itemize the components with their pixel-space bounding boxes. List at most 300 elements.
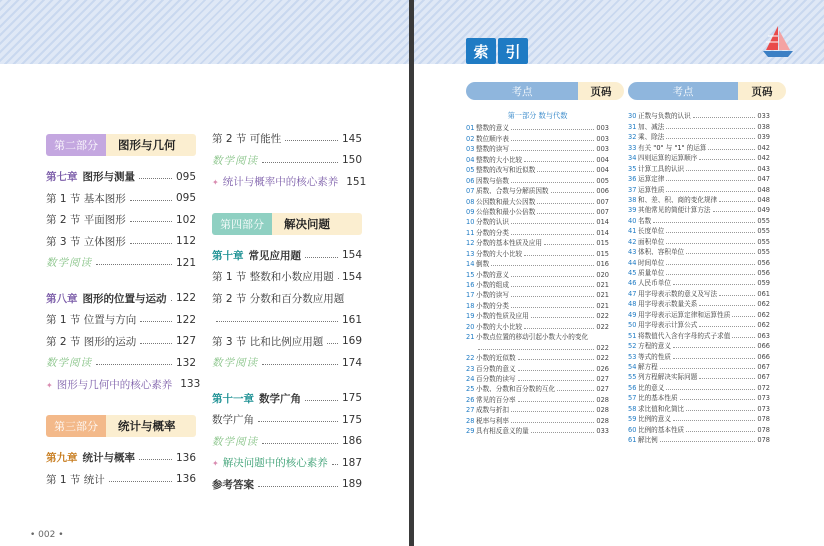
index-topic: 列方程解决实际问题	[638, 373, 698, 382]
index-topic: 运算性质	[638, 185, 665, 194]
index-number: 59	[628, 415, 637, 424]
index-number: 45	[628, 269, 637, 277]
index-number: 16	[466, 281, 475, 289]
toc-page: 161	[341, 313, 362, 326]
index-row	[466, 206, 609, 216]
toc-text: 图形与几何中的核心素养	[56, 378, 173, 391]
index-topic: 小数的意义	[476, 270, 509, 279]
index-number: 40	[628, 216, 637, 225]
index-row	[466, 143, 609, 153]
index-number: 56	[628, 383, 637, 392]
toc-text: 数学阅读	[212, 154, 258, 167]
index-number: 35	[628, 164, 637, 173]
index-page: 022	[596, 312, 609, 321]
index-page: 021	[596, 291, 609, 300]
index-page: 042	[757, 154, 770, 163]
index-number: 36	[628, 175, 637, 184]
leader-dots	[524, 328, 594, 329]
part-tag: 第四部分	[212, 213, 272, 235]
index-number: 31	[628, 122, 637, 131]
toc-label	[46, 355, 92, 370]
index-number: 17	[466, 291, 475, 300]
index-row	[466, 404, 609, 414]
index-topic: 比的基本性质	[638, 394, 678, 403]
index-page: 005	[596, 176, 609, 185]
index-topic: 其他常见的简便计算方法	[638, 206, 711, 215]
index-row	[466, 122, 609, 132]
toc-label	[212, 248, 301, 263]
part-tag: 第二部分	[46, 134, 106, 156]
index-number: 02	[466, 134, 475, 143]
toc-label	[212, 477, 254, 492]
leader-dots	[511, 223, 594, 224]
index-row	[628, 120, 770, 130]
toc-text: 数学阅读	[46, 357, 92, 370]
toc-text: 第 1 节 位置与方向	[46, 314, 137, 327]
index-page: 073	[757, 404, 770, 413]
chapter-number: 第九章	[46, 452, 78, 465]
spacer	[46, 274, 196, 288]
index-topic: 小数、分数和百分数的互化	[476, 385, 556, 394]
index-page: 066	[757, 352, 770, 361]
leader-dots	[130, 243, 172, 244]
leader-dots	[699, 305, 755, 306]
index-row	[628, 110, 770, 120]
index-row	[628, 256, 770, 266]
index-topic: 乘、除法	[638, 133, 665, 142]
leader-dots	[511, 411, 594, 412]
index-page: 047	[757, 175, 770, 184]
index-topic: 人民币单位	[638, 279, 671, 288]
toc-page: 136	[175, 451, 196, 464]
toc-row	[46, 374, 201, 396]
index-page: 026	[596, 364, 609, 373]
header-pattern	[0, 0, 409, 64]
leader-dots	[262, 364, 338, 365]
index-page: 078	[757, 436, 770, 444]
leader-dots	[557, 390, 594, 391]
index-page: 007	[596, 197, 609, 206]
toc-page: 127	[175, 335, 196, 348]
index-number: 41	[628, 227, 637, 236]
index-page: 059	[757, 279, 770, 288]
index-topic: 用字母表示数量关系	[638, 300, 698, 309]
index-number: 12	[466, 239, 475, 248]
toc-text: 解决问题中的核心素养	[222, 457, 328, 470]
index-number: 48	[628, 300, 637, 309]
index-row	[628, 194, 770, 204]
leader-dots	[653, 222, 755, 223]
header-yema: 页码	[578, 82, 624, 100]
leader-dots	[673, 420, 755, 421]
index-row	[628, 392, 770, 402]
index-row	[466, 299, 609, 309]
section-title: 第一部分 数与代数	[507, 111, 568, 120]
toc-page: 122	[175, 292, 196, 305]
leader-dots	[171, 300, 172, 301]
index-row	[628, 183, 770, 193]
index-number: 46	[628, 279, 637, 288]
toc-label	[46, 169, 135, 184]
toc-label	[212, 355, 258, 370]
leader-dots	[686, 253, 755, 254]
index-topic: 整数的大小比较	[476, 155, 523, 164]
index-topic: 倒数	[476, 260, 490, 269]
index-number: 22	[466, 354, 475, 363]
leader-dots	[686, 431, 755, 432]
index-page: 062	[757, 310, 770, 319]
index-topic: 整数的意义	[476, 124, 509, 133]
leader-dots	[130, 200, 172, 201]
index-topic: 将数值代入含有字母的式子求值	[638, 331, 731, 340]
toc-page: 187	[341, 456, 362, 469]
leader-dots	[511, 276, 594, 277]
chapter-number: 第十一章	[212, 392, 254, 405]
index-row	[466, 393, 609, 403]
toc-row	[46, 331, 196, 353]
index-page: 022	[596, 343, 609, 352]
leader-dots	[699, 326, 755, 327]
index-row	[628, 225, 770, 235]
leader-dots	[511, 286, 594, 287]
index-row	[628, 423, 770, 433]
header-yema-2: 页码	[738, 82, 786, 100]
toc-text: 第 2 节 分数和百分数应用题	[212, 292, 345, 305]
toc-page: 150	[341, 154, 362, 167]
leader-dots	[139, 178, 172, 179]
leader-dots	[732, 316, 755, 317]
index-row	[628, 287, 770, 297]
index-topic: 税率与利率	[476, 416, 509, 425]
index-page: 048	[757, 195, 770, 204]
toc-text: 数学广角	[259, 392, 301, 405]
index-number: 33	[628, 143, 637, 152]
leader-dots	[666, 274, 755, 275]
index-topic: 解比例	[638, 436, 658, 444]
leader-dots	[262, 443, 338, 444]
toc-label	[46, 191, 126, 206]
index-topic: 因数与倍数	[476, 176, 509, 185]
index-row	[466, 289, 609, 299]
toc-page: 169	[341, 335, 362, 348]
leader-dots	[511, 307, 594, 308]
index-list-2	[628, 110, 770, 444]
index-number: 58	[628, 404, 637, 413]
index-number: 54	[628, 362, 637, 371]
index-page: 022	[596, 354, 609, 363]
header-kaodian: 考点	[466, 82, 578, 100]
leader-dots	[140, 343, 172, 344]
toc-label	[46, 234, 126, 249]
index-row	[628, 131, 770, 141]
leader-dots	[680, 399, 756, 400]
toc-label	[46, 312, 136, 327]
leader-dots	[699, 159, 755, 160]
index-topic: 体积、容积单位	[638, 248, 685, 257]
index-row	[466, 331, 609, 341]
index-row	[466, 362, 609, 372]
index-topic: 小数的组成	[476, 281, 509, 289]
leader-dots	[537, 203, 594, 204]
leader-dots	[511, 129, 594, 130]
index-page: 056	[757, 258, 770, 267]
index-page: 028	[596, 416, 609, 425]
leader-dots	[285, 140, 338, 141]
toc-label	[212, 174, 338, 189]
toc-row	[212, 352, 362, 374]
index-number: 32	[628, 133, 637, 142]
toc-page: 174	[341, 356, 362, 369]
toc-label	[46, 450, 135, 465]
index-row	[628, 267, 770, 277]
index-topic: 有关 "0" 与 "1" 的运算	[638, 143, 707, 152]
index-topic: 小数的分类	[476, 301, 509, 310]
index-number: 14	[466, 260, 475, 269]
leader-dots	[511, 140, 594, 141]
toc-row	[212, 452, 362, 474]
index-number: 49	[628, 310, 637, 319]
index-number: 47	[628, 289, 637, 298]
index-title-char-1: 索	[466, 38, 496, 64]
toc-text: 数学阅读	[46, 257, 92, 270]
leader-dots	[531, 432, 595, 433]
toc-text: 第 1 节 统计	[46, 473, 105, 486]
index-page: 043	[757, 164, 770, 173]
leader-dots	[518, 359, 595, 360]
chapter-number: 第八章	[46, 292, 78, 305]
index-topic: 小数的大小比较	[476, 322, 523, 331]
index-page: 055	[757, 248, 770, 257]
toc-column-2	[212, 128, 367, 495]
leader-dots	[305, 400, 338, 401]
index-topic: 小数点位置的移动引起小数大小的变化	[476, 333, 589, 342]
index-topic: 名数	[638, 216, 652, 225]
toc-text: 第 3 节 比和比例应用题	[212, 335, 324, 348]
index-number: 10	[466, 218, 475, 227]
toc-label	[212, 391, 301, 406]
index-page: 021	[596, 281, 609, 289]
leader-dots	[666, 180, 755, 181]
index-row	[628, 350, 770, 360]
index-row	[628, 162, 770, 172]
index-row	[628, 235, 770, 245]
index-number: 07	[466, 187, 475, 196]
leader-dots	[660, 441, 756, 442]
index-number: 55	[628, 373, 637, 382]
leader-dots	[673, 358, 755, 359]
toc-text: 常见应用题	[248, 249, 301, 262]
toc-row	[212, 309, 362, 331]
left-page	[0, 0, 409, 546]
toc-text: 参考答案	[212, 478, 254, 491]
toc-row	[46, 209, 196, 231]
index-row	[466, 341, 609, 351]
leader-dots	[216, 321, 338, 322]
toc-text: 数学阅读	[212, 435, 258, 448]
toc-label	[46, 255, 92, 270]
leader-dots	[524, 161, 594, 162]
right-page	[414, 0, 824, 546]
index-topic: 百分数的读写	[476, 374, 516, 383]
toc-page: 095	[175, 192, 196, 205]
toc-label	[212, 434, 258, 449]
leader-dots	[666, 232, 755, 233]
leader-dots	[666, 243, 755, 244]
index-number: 29	[466, 427, 475, 436]
index-row	[466, 425, 609, 435]
leader-dots	[511, 422, 594, 423]
index-topic: 分数的分类	[476, 228, 509, 237]
toc-page: 186	[341, 435, 362, 448]
index-row	[628, 246, 770, 256]
index-page: 021	[596, 301, 609, 310]
index-page: 028	[596, 406, 609, 415]
index-page: 015	[596, 239, 609, 248]
index-row	[466, 279, 609, 289]
index-page: 066	[757, 342, 770, 351]
toc-text: 第 1 节 整数和小数应用题	[212, 271, 334, 284]
toc-text: 第 2 节 图形的运动	[46, 335, 137, 348]
chapter-number: 第十章	[212, 249, 244, 262]
index-page: 027	[596, 374, 609, 383]
index-row	[628, 413, 770, 423]
index-page: 067	[757, 373, 770, 382]
toc-page: 151	[346, 175, 367, 188]
toc-page: 189	[341, 478, 362, 491]
index-topic: 小数的读写	[476, 291, 509, 300]
index-title	[466, 38, 530, 64]
index-topic: 小数的近似数	[476, 354, 516, 363]
index-topic: 计算工具的认识	[638, 164, 685, 173]
toc-row	[212, 171, 367, 193]
index-number: 20	[466, 322, 475, 331]
part-name: 图形与几何	[106, 134, 196, 156]
index-row	[466, 258, 609, 268]
index-row	[628, 214, 770, 224]
index-row	[628, 361, 770, 371]
index-row	[628, 340, 770, 350]
index-page: 004	[596, 155, 609, 164]
toc-label	[46, 212, 126, 227]
leader-dots	[491, 265, 594, 266]
toc-page: 136	[175, 473, 196, 486]
leader-dots	[531, 317, 595, 318]
toc-label	[212, 131, 281, 146]
index-number: 19	[466, 312, 475, 321]
index-number: 50	[628, 321, 637, 330]
toc-page: 175	[341, 413, 362, 426]
index-number: 13	[466, 249, 475, 258]
index-page: 003	[596, 145, 609, 154]
index-number: 37	[628, 185, 637, 194]
leader-dots	[666, 191, 755, 192]
index-number: 39	[628, 206, 637, 215]
toc-label	[212, 291, 344, 306]
toc-text: 第 3 节 立体图形	[46, 235, 126, 248]
index-header-2	[628, 82, 786, 100]
index-page: 078	[757, 415, 770, 424]
toc-row	[212, 388, 362, 410]
index-number: 18	[466, 301, 475, 310]
toc-column-1	[46, 128, 201, 490]
index-topic: 运算定律	[638, 175, 665, 184]
index-topic: 数位顺序表	[476, 134, 509, 143]
index-page: 062	[757, 321, 770, 330]
toc-text: 数学阅读	[212, 357, 258, 370]
index-topic: 比例的基本性质	[638, 425, 685, 434]
toc-label	[46, 472, 105, 487]
leader-dots	[666, 389, 755, 390]
toc-row	[46, 309, 196, 331]
toc-text: 图形与测量	[82, 171, 135, 184]
toc-row	[212, 128, 362, 150]
index-number: 21	[466, 333, 475, 342]
index-page: 014	[596, 228, 609, 237]
toc-row	[212, 431, 362, 453]
leader-dots	[660, 368, 756, 369]
index-topic: 小数的性质及应用	[476, 312, 529, 321]
index-topic: 分数的认识	[476, 218, 509, 227]
index-row	[466, 216, 609, 226]
toc-label	[212, 412, 254, 427]
index-page: 033	[757, 112, 770, 121]
index-page: 042	[757, 143, 770, 152]
index-number: 34	[628, 154, 637, 163]
index-page: 055	[757, 227, 770, 236]
index-number: 60	[628, 425, 637, 434]
index-page: 067	[757, 362, 770, 371]
index-topic: 质数、合数与分解质因数	[476, 187, 549, 196]
index-number: 24	[466, 374, 475, 383]
index-number: 11	[466, 228, 475, 237]
toc-page: 132	[175, 356, 196, 369]
leader-dots	[551, 192, 595, 193]
toc-text: 第 2 节 平面图形	[46, 214, 126, 227]
chapter-number: 第七章	[46, 171, 78, 184]
leader-dots	[140, 321, 172, 322]
index-row	[628, 308, 770, 318]
index-topic: 百分数的意义	[476, 364, 516, 373]
index-number: 09	[466, 207, 475, 216]
leader-dots	[524, 255, 594, 256]
toc-row	[212, 409, 362, 431]
index-topic: 公倍数和最小公倍数	[476, 207, 536, 216]
index-row	[628, 141, 770, 151]
toc-row	[46, 231, 196, 253]
part-tag: 第三部分	[46, 415, 106, 437]
index-page: 004	[596, 166, 609, 175]
index-number: 15	[466, 270, 475, 279]
index-number: 25	[466, 385, 475, 394]
index-page: 063	[757, 331, 770, 340]
toc-page: 095	[175, 170, 196, 183]
index-row	[628, 329, 770, 339]
index-page: 049	[757, 206, 770, 215]
part-banner	[46, 415, 196, 437]
toc-row	[212, 266, 362, 288]
index-topic: 公因数和最大公因数	[476, 197, 536, 206]
toc-page: 133	[180, 378, 201, 391]
leader-dots	[258, 421, 338, 422]
index-row	[466, 320, 609, 330]
index-topic: 分数的大小比较	[476, 249, 523, 258]
spacer	[212, 374, 362, 388]
index-number: 30	[628, 112, 637, 121]
toc-row	[212, 245, 362, 267]
toc-page: 154	[341, 270, 362, 283]
toc-page: 145	[341, 132, 362, 145]
index-topic: 比例的意义	[638, 415, 671, 424]
